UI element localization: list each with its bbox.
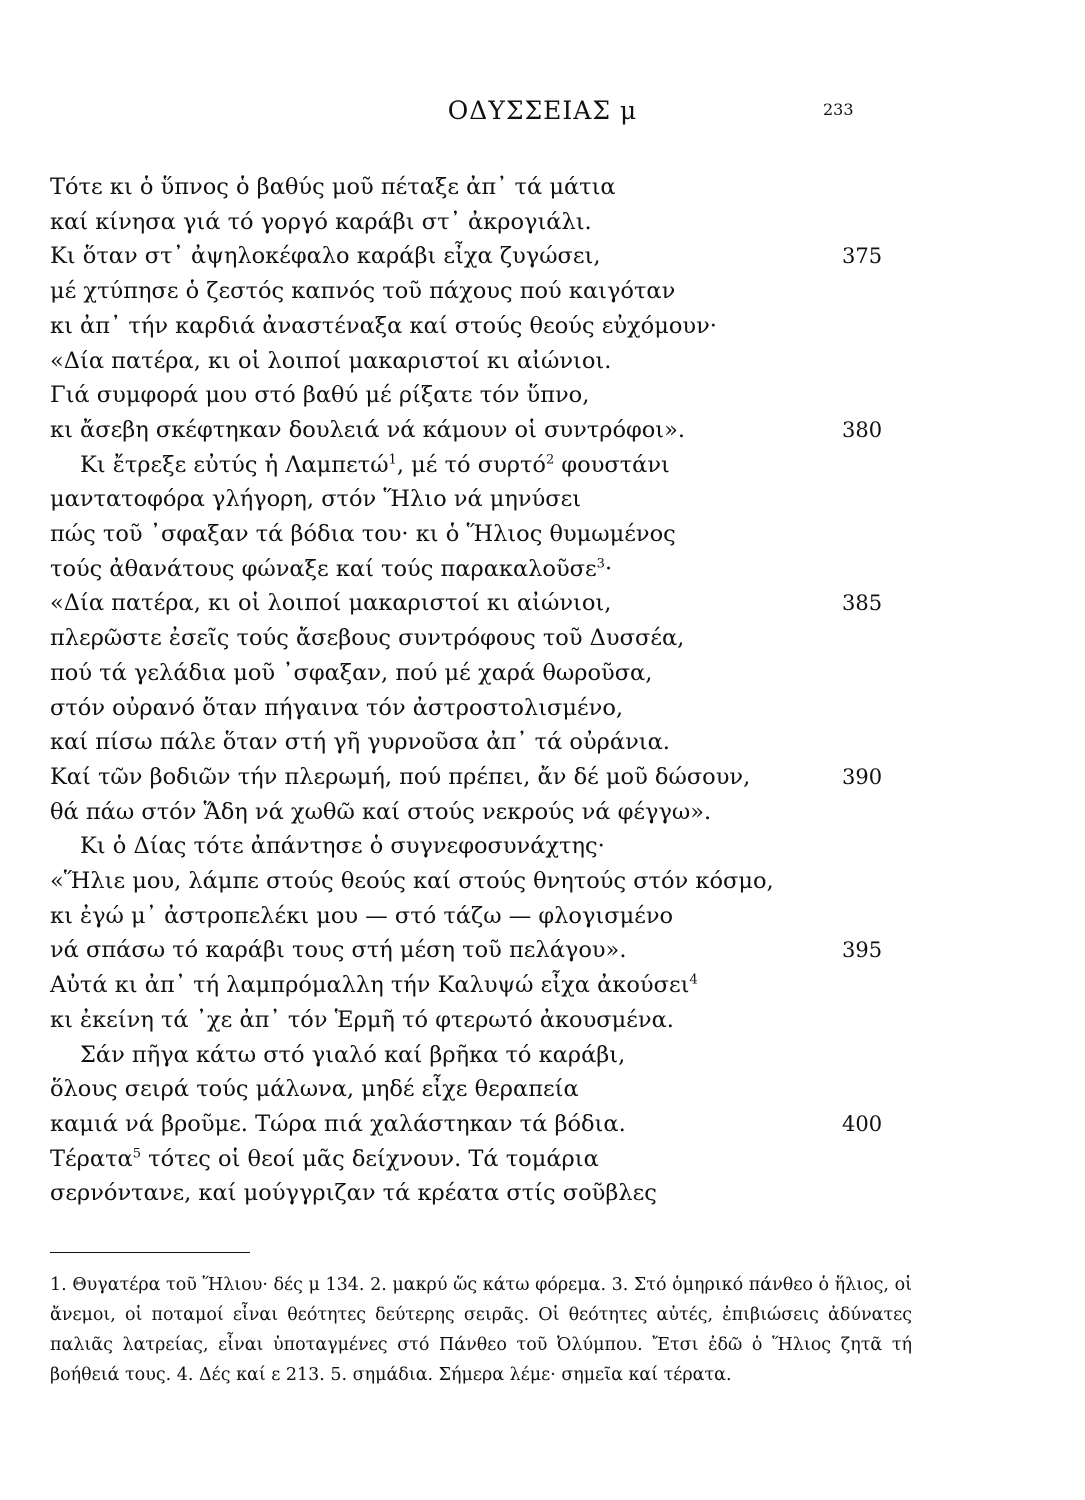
verse-line [80,450,670,480]
verse-line: καί κίνησα γιά τό γοργό καράβι στ᾿ ἀκρογιάλι. [50,208,592,235]
line-number: 390 [842,764,883,789]
verse-line: καμιά νά βροῦμε. Τώρα πιά χαλάστηκαν τά βόδια. [50,1110,626,1137]
verse-text: φουστάνι [554,451,670,478]
verse-line: Κι ὁ Δίας τότε ἀπάντησε ὁ συγνεφοσυνάχτης· [80,833,605,860]
line-number: 400 [842,1111,883,1136]
verse-line [50,1144,599,1174]
verse-line: ὅλους σειρά τούς μάλωνα, μηδέ εἶχε θεραπεία [50,1076,579,1103]
footnote-rule [50,1252,250,1253]
verse-line [50,554,612,584]
verse-line: «Δία πατέρα, κι οἱ λοιποί μακαριστοί κι αἰώνιοι, [50,590,612,617]
verse-line: μέ χτύπησε ὁ ζεστός καπνός τοῦ πάχους πού καιγόταν [50,278,676,305]
footnote-marker: 4 [689,972,698,988]
verse-text: τότες οἱ θεοί μᾶς δείχνουν. Τά τομάρια [141,1145,599,1172]
verse-line: κι ἐκείνη τά ᾿χε ἀπ᾿ τόν Ἑρμῆ τό φτερωτό ἀκουσμένα. [50,1006,674,1033]
verse-line: Τότε κι ὁ ὕπνος ὁ βαθύς μοῦ πέταξε ἀπ᾿ τά μάτια [50,174,616,200]
verse-text: · [604,555,613,582]
line-number: 385 [842,591,883,616]
verse-line: «Δία πατέρα, κι οἱ λοιποί μακαριστοί κι αἰώνιοι. [50,347,612,374]
verse-line: Σάν πῆγα κάτω στό γιαλό καί βρῆκα τό καράβι, [80,1041,626,1068]
verse-line [50,970,698,1000]
verse-line: θά πάω στόν Ἅδη νά χωθῶ καί στούς νεκρούς νά φέγγω». [50,798,712,825]
line-number: 380 [842,417,883,442]
verse-line: «Ἥλιε μου, λάμπε στούς θεούς καί στούς θνητούς στόν κόσμο, [50,868,774,894]
verse-line: στόν οὐρανό ὅταν πήγαινα τόν ἀστροστολισμένο, [50,694,624,721]
verse-text: Αὐτά κι ἀπ᾿ τή λαμπρόμαλλη τήν Καλυψώ εἶχα ἀκούσει [50,972,690,999]
footnote-marker: 1 [388,452,397,468]
verse-text: Τέρατα [50,1145,133,1172]
verse-line: πού τά γελάδια μοῦ ᾿σφαξαν, πού μέ χαρά θωροῦσα, [50,659,653,686]
footnotes: 1. Θυγατέρα τοῦ Ἥλιου· δές μ 134. 2. μακρύ ὥς κάτω φόρεμα. 3. Στό ὁμηρικό πάνθεο ὁ ἥλιος, οἱ ἄνεμοι, οἱ ποταμοί εἶναι θεότητες δεύτερης σειρᾶς. Οἱ θεότητες αὐτές, ἐπιβιώσεις ἀδύνατες παλιᾶς λατρείας, εἶναι ὑποταγμένες στό Πάνθεο τοῦ Ὀλύμπου. Ἔτσι ἐδῶ ὁ Ἥλιος ζητᾶ τή βοήθειά τους. 4. Δές καί ε 213. 5. σημάδια. Σήμερα λέμε· σημεῖα καί τέρατα. [50,1275,912,1385]
verse-line: Καί τῶν βοδιῶν τήν πλερωμή, πού πρέπει, ἄν δέ μοῦ δώσουν, [50,763,751,790]
verse-line: κι ἄσεβη σκέφτηκαν δουλειά νά κάμουν οἱ συντρόφοι». [50,416,686,443]
verse-line: καί πίσω πάλε ὅταν στή γῆ γυρνοῦσα ἀπ᾿ τά οὐράνια. [50,729,670,756]
footnote-marker: 2 [545,452,555,468]
line-number: 375 [842,244,883,269]
page-number: 233 [823,100,854,119]
verse-line: μαντατοφόρα γλήγορη, στόν Ἥλιο νά μηνύσει [50,486,582,513]
verse-text: Κι ἔτρεξε εὐτύς ἡ Λαμπετώ [80,451,389,478]
verse-line: πώς τοῦ ᾿σφαξαν τά βόδια του· κι ὁ Ἥλιος θυμωμένος [50,521,676,547]
line-number: 395 [842,938,883,963]
verse-line: νά σπάσω τό καράβι τους στή μέση τοῦ πελάγου». [50,937,627,964]
verse-text: , μέ τό συρτό [396,451,546,478]
verse-text: τούς ἀθανάτους φώναξε καί τούς παρακαλοῦσε [50,555,597,582]
footnote-marker: 3 [596,556,605,572]
verse-line: Γιά συμφορά μου στό βαθύ μέ ρίξατε τόν ὕπνο, [50,382,590,409]
verse-line: κι ἀπ᾿ τήν καρδιά ἀναστέναξα καί στούς θεούς εὐχόμουν· [50,312,717,339]
verse-line: σερνόντανε, καί μούγγριζαν τά κρέατα στίς σοῦβλες [50,1180,657,1207]
footnote-marker: 5 [132,1146,142,1162]
verse-line: Κι ὅταν στ᾿ ἀψηλοκέφαλο καράβι εἶχα ζυγώσει, [50,243,601,270]
verse-line: κι ἐγώ μ᾿ ἀστροπελέκι μου — στό τάζω — φλογισμένο [50,902,674,929]
running-header-title: ΟΔΥΣΣΕΙΑΣ μ [447,96,638,125]
verse-line: πλερῶστε ἐσεῖς τούς ἄσεβους συντρόφους τοῦ Δυσσέα, [50,625,685,652]
